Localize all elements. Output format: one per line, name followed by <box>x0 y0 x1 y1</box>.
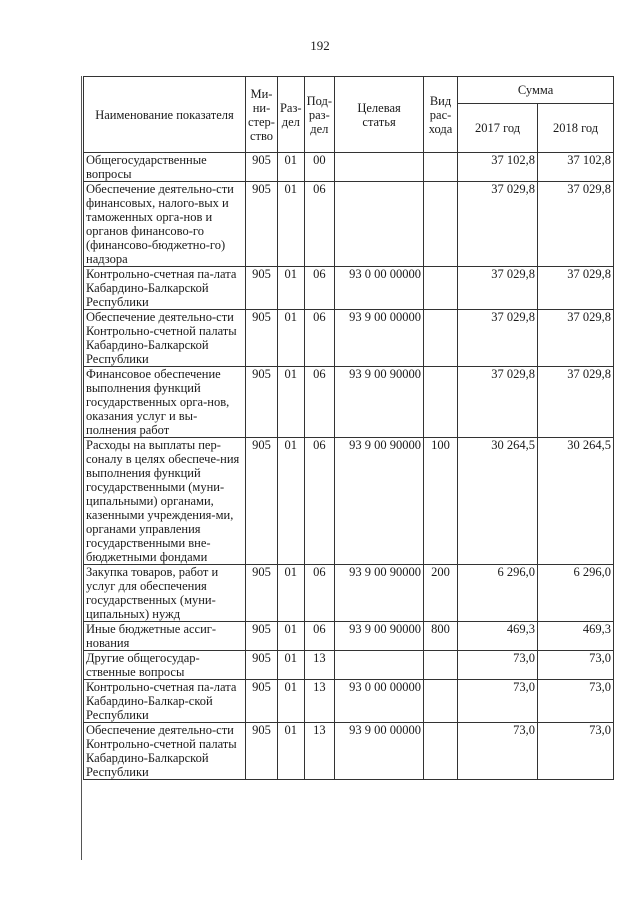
expense-type <box>424 182 458 267</box>
sum-2017: 37 029,8 <box>458 367 538 438</box>
indicator-name: Общегосударственные вопросы <box>84 153 246 182</box>
subsection-code: 13 <box>304 680 334 723</box>
expense-type <box>424 651 458 680</box>
target-article: 93 9 00 90000 <box>335 438 424 565</box>
ministry-code: 905 <box>246 438 278 565</box>
sum-2018: 73,0 <box>538 651 614 680</box>
ministry-code: 905 <box>246 622 278 651</box>
subsection-code: 06 <box>304 310 334 367</box>
section-code: 01 <box>277 153 304 182</box>
ministry-code: 905 <box>246 182 278 267</box>
sum-2017: 469,3 <box>458 622 538 651</box>
target-article: 93 9 00 90000 <box>335 565 424 622</box>
section-code: 01 <box>277 565 304 622</box>
sum-2017: 6 296,0 <box>458 565 538 622</box>
subsection-code: 00 <box>304 153 334 182</box>
sum-2018: 6 296,0 <box>538 565 614 622</box>
section-code: 01 <box>277 310 304 367</box>
subsection-code: 13 <box>304 723 334 780</box>
sum-2018: 37 029,8 <box>538 182 614 267</box>
target-article: 93 9 00 00000 <box>335 310 424 367</box>
ministry-code: 905 <box>246 680 278 723</box>
expense-type <box>424 680 458 723</box>
sum-2017: 30 264,5 <box>458 438 538 565</box>
header-year-2018: 2018 год <box>538 104 614 153</box>
target-article: 93 9 00 90000 <box>335 622 424 651</box>
sum-2018: 73,0 <box>538 680 614 723</box>
table-row <box>84 182 614 267</box>
ministry-code: 905 <box>246 310 278 367</box>
subsection-code: 06 <box>304 367 334 438</box>
section-code: 01 <box>277 438 304 565</box>
expense-type <box>424 153 458 182</box>
indicator-name: Другие общегосудар-ственные вопросы <box>84 651 246 680</box>
table-row <box>84 565 614 622</box>
header-sum: Сумма <box>458 77 614 104</box>
table-row <box>84 438 614 565</box>
sum-2017: 37 029,8 <box>458 310 538 367</box>
section-code: 01 <box>277 651 304 680</box>
header-expense-type: Вид рас- хода <box>424 77 458 153</box>
table-row <box>84 153 614 182</box>
indicator-name: Обеспечение деятельно-сти Контрольно-счетной палаты Кабардино-Балкарской Республики <box>84 723 246 780</box>
target-article: 93 0 00 00000 <box>335 680 424 723</box>
sum-2018: 37 029,8 <box>538 267 614 310</box>
indicator-name: Контрольно-счетная па-лата Кабардино-Балкарской Республики <box>84 267 246 310</box>
sum-2018: 469,3 <box>538 622 614 651</box>
header-subsection: Под- раз- дел <box>304 77 334 153</box>
sum-2017: 73,0 <box>458 651 538 680</box>
expense-type: 800 <box>424 622 458 651</box>
expense-type <box>424 367 458 438</box>
sum-2017: 37 029,8 <box>458 267 538 310</box>
ministry-code: 905 <box>246 565 278 622</box>
target-article: 93 0 00 00000 <box>335 267 424 310</box>
section-code: 01 <box>277 680 304 723</box>
header-section: Раз- дел <box>277 77 304 153</box>
table-row <box>84 310 614 367</box>
indicator-name: Обеспечение деятельно-сти Контрольно-счетной палаты Кабардино-Балкарской Республики <box>84 310 246 367</box>
indicator-name: Обеспечение деятельно-сти финансовых, налого-вых и таможенных орга-нов и органов финансово-го (финансово-бюджетно-го) надзора <box>84 182 246 267</box>
table-row <box>84 267 614 310</box>
expense-type: 100 <box>424 438 458 565</box>
expense-type <box>424 310 458 367</box>
target-article: 93 9 00 00000 <box>335 723 424 780</box>
header-target: Целевая статья <box>335 77 424 153</box>
indicator-name: Контрольно-счетная па-лата Кабардино-Балкар-ской Республики <box>84 680 246 723</box>
expense-type <box>424 723 458 780</box>
target-article <box>335 651 424 680</box>
expense-type <box>424 267 458 310</box>
ministry-code: 905 <box>246 153 278 182</box>
sum-2018: 30 264,5 <box>538 438 614 565</box>
section-code: 01 <box>277 622 304 651</box>
subsection-code: 06 <box>304 622 334 651</box>
target-article: 93 9 00 90000 <box>335 367 424 438</box>
sum-2017: 37 029,8 <box>458 182 538 267</box>
sum-2018: 37 029,8 <box>538 310 614 367</box>
scan-margin-rule <box>81 76 82 860</box>
indicator-name: Закупка товаров, работ и услуг для обеспечения государственных (муни-ципальных) нужд <box>84 565 246 622</box>
table-body <box>84 153 614 780</box>
sum-2017: 73,0 <box>458 680 538 723</box>
sum-2018: 37 102,8 <box>538 153 614 182</box>
table-row <box>84 367 614 438</box>
target-article <box>335 153 424 182</box>
subsection-code: 06 <box>304 565 334 622</box>
sum-2018: 37 029,8 <box>538 367 614 438</box>
table-row <box>84 680 614 723</box>
indicator-name: Расходы на выплаты пер-соналу в целях обеспече-ния выполнения функций государственными (муни-ципальными) органами, казенными учреждения-ми, органами управления государственными вне-бюджетными фондами <box>84 438 246 565</box>
header-name: Наименование показателя <box>84 77 246 153</box>
section-code: 01 <box>277 723 304 780</box>
expense-type: 200 <box>424 565 458 622</box>
subsection-code: 13 <box>304 651 334 680</box>
ministry-code: 905 <box>246 651 278 680</box>
header-ministry: Ми- ни- стер- ство <box>246 77 278 153</box>
table-row <box>84 651 614 680</box>
indicator-name: Финансовое обеспечение выполнения функций государственных орга-нов, оказания услуг и вы-полнения работ <box>84 367 246 438</box>
section-code: 01 <box>277 367 304 438</box>
table-row <box>84 622 614 651</box>
sum-2017: 73,0 <box>458 723 538 780</box>
section-code: 01 <box>277 182 304 267</box>
sum-2018: 73,0 <box>538 723 614 780</box>
header-year-2017: 2017 год <box>458 104 538 153</box>
ministry-code: 905 <box>246 723 278 780</box>
ministry-code: 905 <box>246 267 278 310</box>
budget-table <box>83 76 614 780</box>
subsection-code: 06 <box>304 267 334 310</box>
target-article <box>335 182 424 267</box>
subsection-code: 06 <box>304 438 334 565</box>
section-code: 01 <box>277 267 304 310</box>
table-row <box>84 723 614 780</box>
sum-2017: 37 102,8 <box>458 153 538 182</box>
ministry-code: 905 <box>246 367 278 438</box>
page-number: 192 <box>310 38 330 53</box>
table-header <box>84 77 614 153</box>
subsection-code: 06 <box>304 182 334 267</box>
indicator-name: Иные бюджетные ассиг-нования <box>84 622 246 651</box>
